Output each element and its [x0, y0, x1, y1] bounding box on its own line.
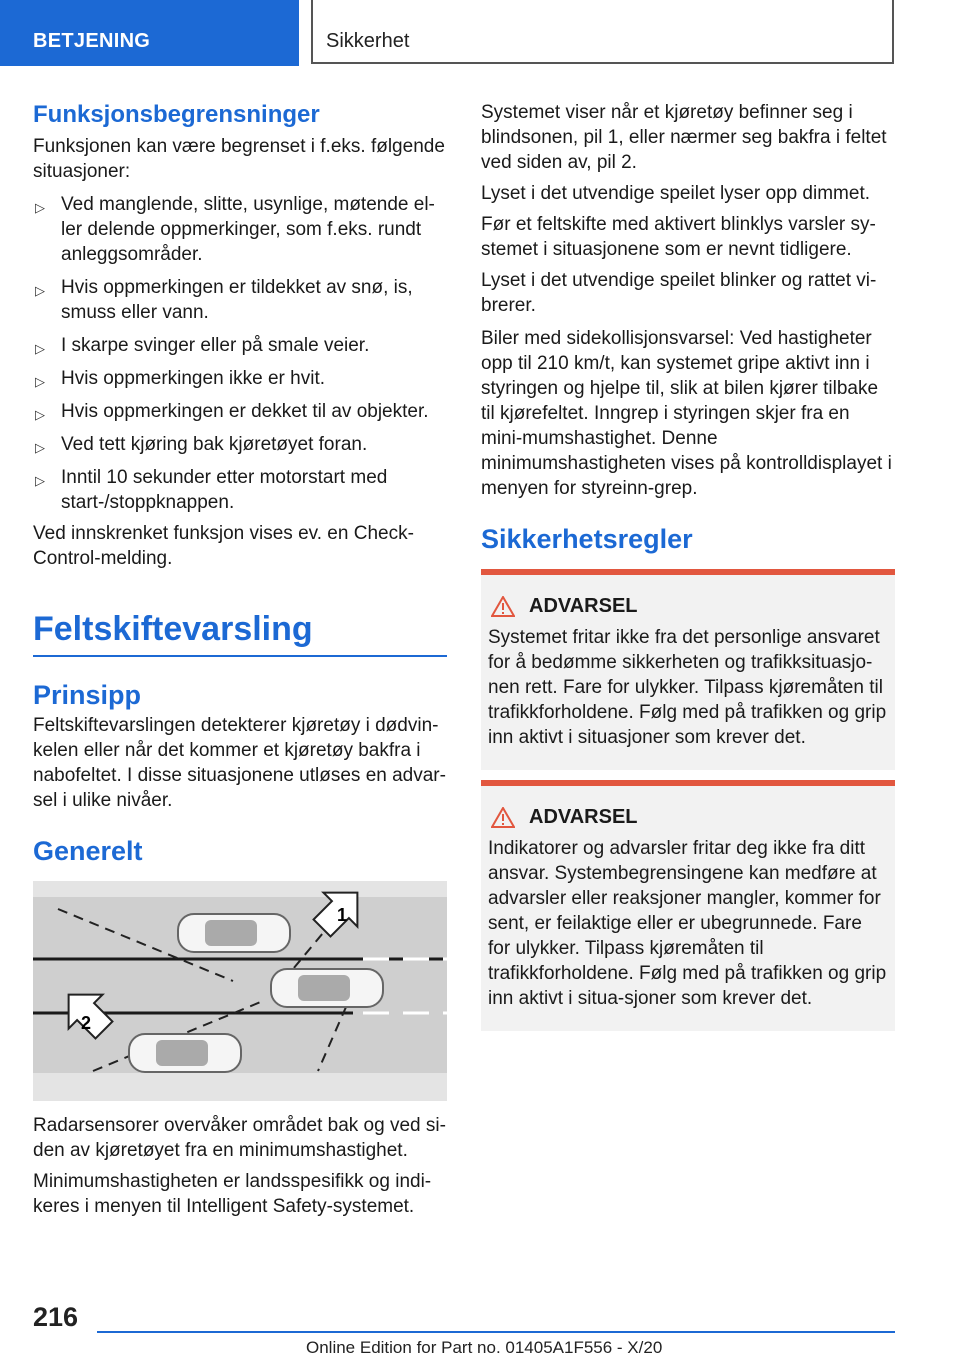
paragraph-blind-zone: Systemet viser når et kjøretøy befinner seg i blindsonen, pil 1, eller nærmer seg bakfra i feltet ved siden av, pil 2. [481, 102, 887, 173]
warning-triangle-icon [491, 596, 515, 617]
general-heading: Generelt [33, 836, 143, 866]
principle-heading: Prinsipp [33, 680, 142, 710]
paragraph-mirror-dim: Lyset i det utvendige speilet lyser opp dimmet. [481, 183, 870, 204]
triangle-bullet-icon: ▷ [35, 440, 45, 455]
warning-text: Indikatorer og advarsler fritar deg ikke fra ditt ansvar. Systembegrensingene kan medføre at advarsler eller reaksjoner mangler, kommer for sent, er feilaktige eller er ubegrunnede. Fare for ulykker. Tilpass kjøremåten til trafikkforholdene. Følg med på trafikken og grip inn aktivt i situa-sjoner som krever det. [488, 838, 887, 1009]
section-tab [0, 0, 299, 66]
radar-text: Radarsensorer overvåker området bak og ved si-den av kjøretøyet fra en minimumshastighet. [33, 1115, 446, 1161]
triangle-bullet-icon: ▷ [35, 473, 45, 488]
left-column [33, 100, 447, 1219]
list-item: ▷ Hvis oppmerkingen ikke er hvit. [33, 366, 447, 391]
blind-spot-figure [33, 881, 447, 1101]
edition-text: Online Edition for Part no. 01405A1F556 - X/20 [306, 1338, 663, 1357]
car-bottom-icon [129, 1034, 241, 1072]
list-item: ▷ Hvis oppmerkingen er dekket til av objekter. [33, 399, 447, 424]
paragraph-side-collision: Biler med sidekollisjonsvarsel: Ved hastigheter opp til 210 km/t, kan systemet gripe aktivt inn i styringen og hjelpe til, slik at bilen kjører tilbake til kjørefeltet. Inngrep i styringen skjer fra en mini-mumshastighet. Denne minimumshastigheten vises på kontrolldisplayet i menyen for styreinn-grep. [481, 328, 892, 499]
warning-triangle-icon [491, 807, 515, 828]
warning-title: ADVARSEL [488, 593, 888, 619]
chapter-header [311, 0, 894, 64]
limits-heading: Funksjonsbegrensninger [33, 101, 320, 128]
car-top-icon [178, 914, 290, 952]
list-item: ▷ Inntil 10 sekunder etter motorstart med start-/stoppknappen. [35, 467, 388, 513]
warning-box-2 [481, 780, 895, 1031]
triangle-bullet-icon: ▷ [35, 283, 45, 298]
svg-text:2: 2 [81, 1013, 92, 1033]
limits-note: Ved innskrenket funksjon vises ev. en Check-Control-melding. [33, 523, 414, 569]
principle-text: Feltskiftevarslingen detekterer kjøretøy i dødvin-kelen eller når det kommer et kjøretøy bakfra i nabofeltet. I disse situasjonene utløses en advar-sel i ulike nivåer. [33, 715, 446, 811]
min-speed-text: Minimumshastigheten er landsspesifikk og indi-keres i menyen til Intelligent Safety-systemet. [33, 1171, 432, 1217]
warning-title: ADVARSEL [488, 804, 888, 830]
limits-list [33, 192, 447, 515]
triangle-bullet-icon: ▷ [35, 341, 45, 356]
list-item: ▷ Ved manglende, slitte, usynlige, møtende el-ler delende oppmerkinger, som f.eks. rundt anleggsområder. [35, 194, 435, 265]
footer-rule [97, 1331, 895, 1333]
warning-text: Systemet fritar ikke fra det personlige ansvaret for å bedømme sikkerheten og trafikksituasjo-nen rett. Fare for ulykker. Tilpass kjøremåten til trafikkforholdene. Følg med på trafikken og grip inn aktivt i situasjoner som krever det. [488, 627, 887, 748]
svg-text:1: 1 [337, 905, 348, 925]
title-rule [33, 655, 447, 657]
paragraph-mirror-blink: Lyset i det utvendige speilet blinker og rattet vi-brerer. [481, 270, 877, 316]
page-number: 216 [33, 1302, 79, 1332]
section-label: BETJENING [33, 30, 151, 52]
paragraph-indicator: Før et feltskifte med aktivert blinklys varsler sy-stemet i situasjonene som er nevnt tidligere. [481, 214, 876, 260]
warning-box-1 [481, 569, 895, 770]
car-middle-icon [271, 969, 383, 1007]
blind-spot-diagram [33, 881, 447, 1101]
list-item: ▷ Ved tett kjøring bak kjøretøyet foran. [33, 432, 447, 457]
list-item: ▷ I skarpe svinger eller på smale veier. [33, 333, 447, 358]
triangle-bullet-icon: ▷ [35, 200, 45, 215]
limits-intro: Funksjonen kan være begrenset i f.eks. følgende situasjoner: [33, 136, 445, 182]
list-item: ▷ Hvis oppmerkingen er tildekket av snø, is, smuss eller vann. [35, 277, 413, 323]
chapter-label: Sikkerhet [326, 30, 410, 52]
triangle-bullet-icon: ▷ [35, 374, 45, 389]
main-title: Feltskiftevarsling [33, 610, 313, 648]
right-column [481, 100, 895, 1031]
safety-heading: Sikkerhetsregler [481, 524, 693, 554]
triangle-bullet-icon: ▷ [35, 407, 45, 422]
